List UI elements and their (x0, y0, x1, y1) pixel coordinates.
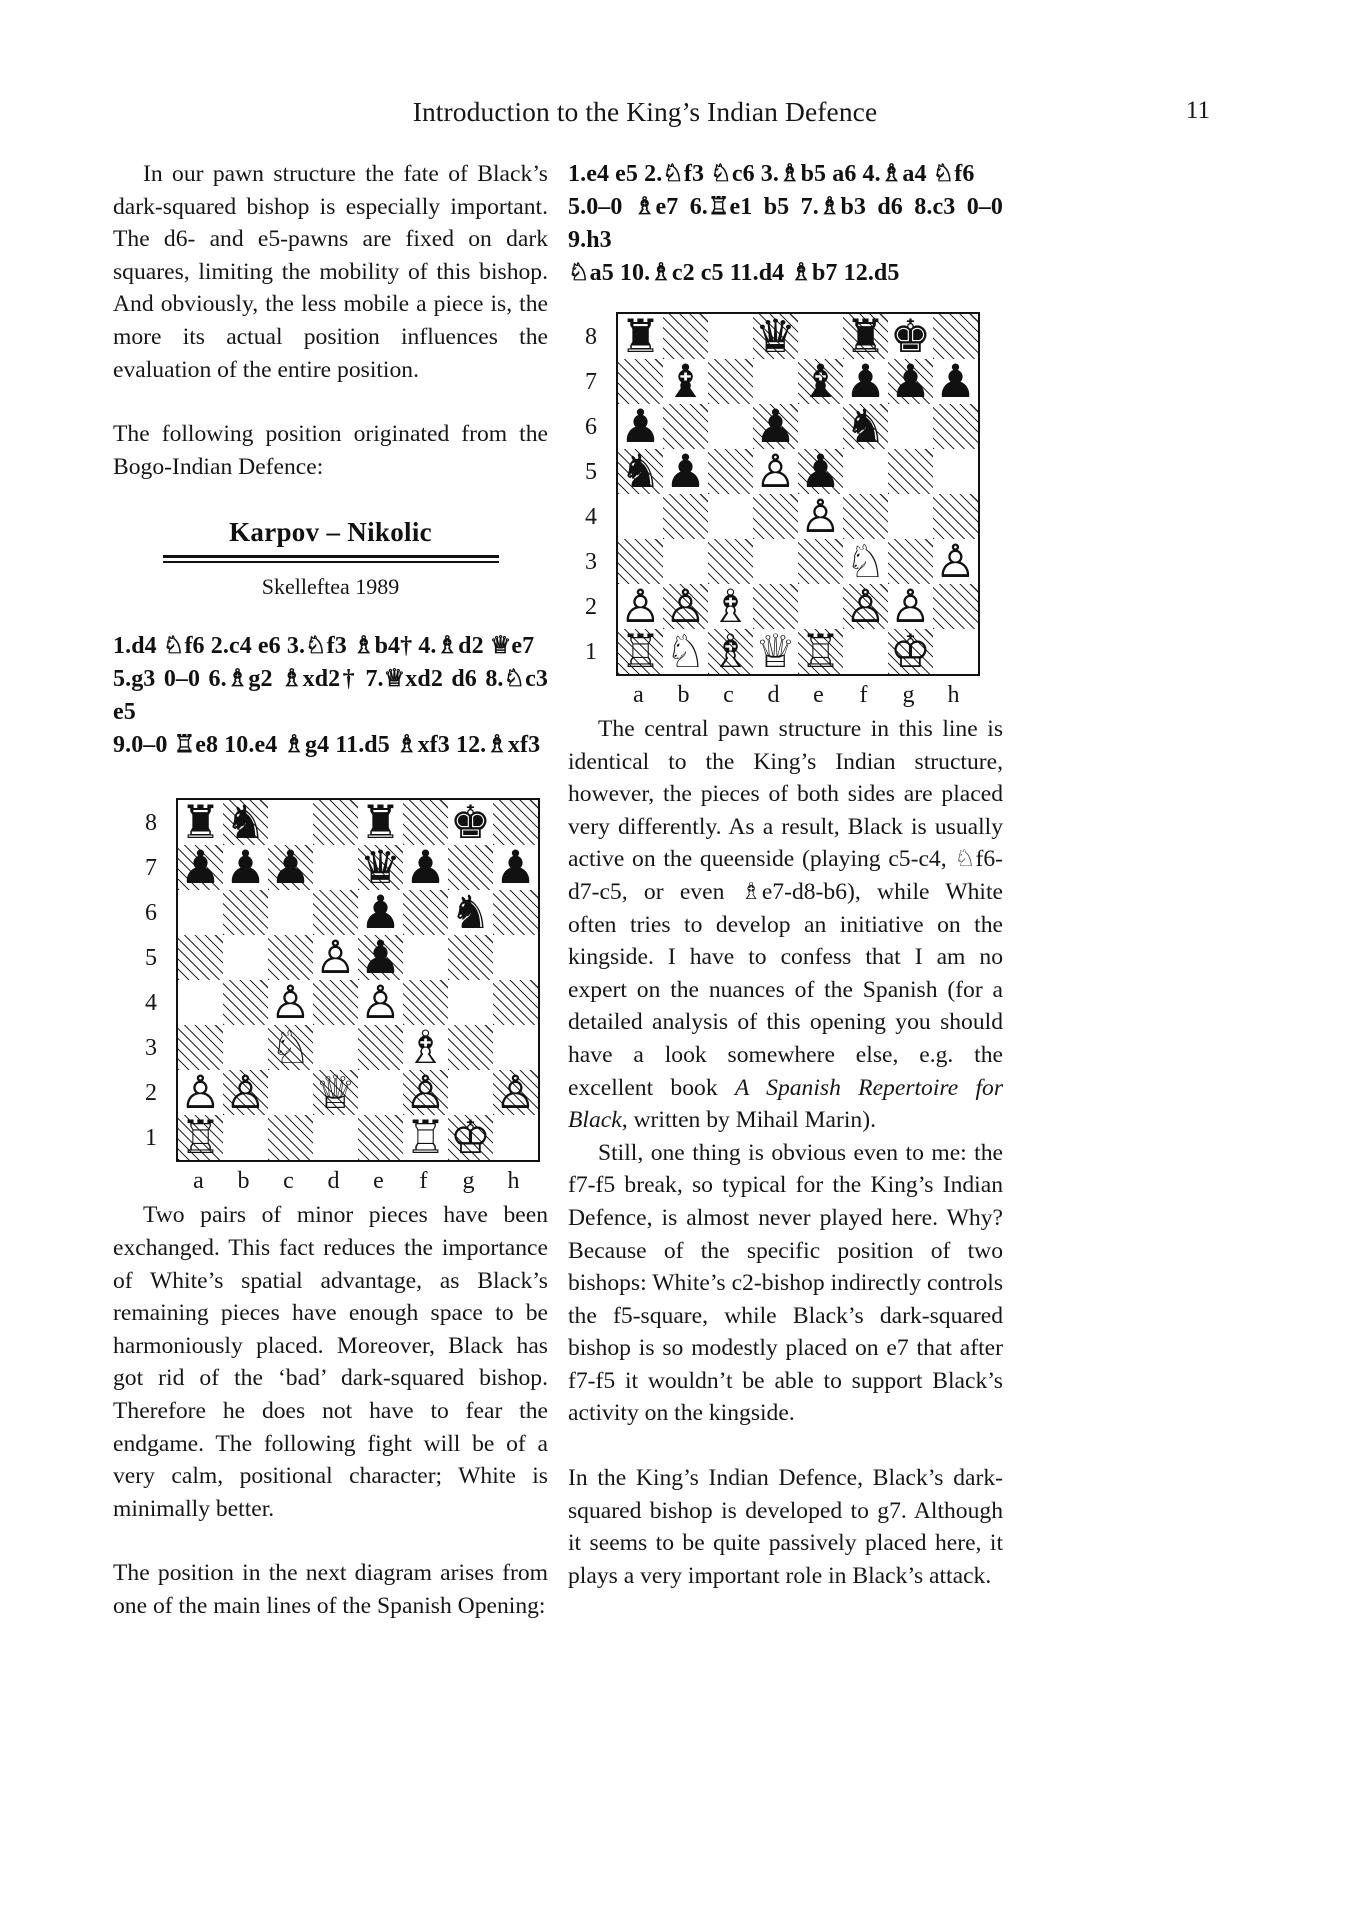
square-h1 (493, 1115, 538, 1160)
rank-label: 1 (585, 639, 597, 665)
square-g6 (888, 404, 933, 449)
game-players: Karpov – Nikolic (229, 517, 432, 548)
rank-label: 3 (145, 1035, 157, 1062)
square-g1 (448, 1115, 493, 1160)
square-f2 (843, 584, 888, 629)
square-f1 (843, 629, 888, 674)
square-e3 (358, 1025, 403, 1070)
square-b5 (663, 449, 708, 494)
white-pawn-icon: ♙ (619, 584, 662, 629)
square-e6 (798, 404, 843, 449)
white-pawn-icon: ♙ (359, 980, 402, 1026)
square-a2 (618, 584, 663, 629)
page-title: Introduction to the King’s Indian Defence (412, 96, 878, 127)
white-pawn-icon: ♙ (934, 539, 977, 584)
rank-labels (576, 315, 606, 675)
square-g1 (888, 629, 933, 674)
square-a6 (178, 890, 223, 935)
right-paragraph-2: Still, one thing is obvious even to me: the f7-f5 break, so typical for the King’s Indian Defence, is almost never played here. Why? Because of the specific position of two bishops: White’s c2-bishop indirectly controls the f5-square, while Black’s dark-squared bishop is so modestly placed on e7 that after f7-f5 it wouldn’t be able to support Black’s activity on the kingside. (568, 1139, 1003, 1427)
black-pawn-icon: ♟ (844, 359, 887, 404)
square-b7 (223, 845, 268, 890)
square-d2 (753, 584, 798, 629)
square-e8 (358, 800, 403, 845)
rank-labels (136, 801, 166, 1161)
black-knight-icon: ♞ (619, 449, 662, 494)
square-b2 (663, 584, 708, 629)
square-d5 (313, 935, 358, 980)
square-e6 (358, 890, 403, 935)
square-c2 (268, 1070, 313, 1115)
white-pawn-icon: ♙ (799, 494, 842, 539)
square-b1 (223, 1115, 268, 1160)
square-f7 (403, 845, 448, 890)
square-b4 (663, 494, 708, 539)
chess-diagram-2 (576, 312, 1003, 713)
square-h5 (493, 935, 538, 980)
rank-label: 2 (585, 594, 597, 620)
white-bishop-icon: ♗ (709, 629, 752, 674)
game-divider-rule (163, 555, 499, 563)
white-king-icon: ♔ (449, 1115, 492, 1161)
file-label: f (419, 1168, 428, 1195)
chessboard-karpov-nikolic (136, 798, 541, 1199)
white-pawn-icon: ♙ (224, 1070, 267, 1116)
square-g7 (448, 845, 493, 890)
square-b2 (223, 1070, 268, 1115)
black-rook-icon: ♜ (359, 800, 402, 846)
square-h6 (493, 890, 538, 935)
square-d8 (313, 800, 358, 845)
square-f6 (843, 404, 888, 449)
black-king-icon: ♚ (449, 800, 492, 846)
square-a4 (178, 980, 223, 1025)
rank-label: 4 (145, 990, 157, 1017)
square-a7 (178, 845, 223, 890)
square-d8 (753, 314, 798, 359)
black-pawn-icon: ♟ (799, 449, 842, 494)
file-label: e (373, 1168, 384, 1195)
chessboard-grid (176, 798, 540, 1162)
book-title-italic: A Spanish Repertoire for Black (568, 1074, 1003, 1134)
square-d3 (313, 1025, 358, 1070)
black-pawn-icon: ♟ (359, 935, 402, 981)
right-text-after-diagram (568, 713, 1003, 1592)
black-queen-icon: ♛ (754, 314, 797, 359)
square-d5 (753, 449, 798, 494)
square-c3 (268, 1025, 313, 1070)
square-f6 (403, 890, 448, 935)
white-bishop-icon: ♗ (709, 584, 752, 629)
square-g2 (448, 1070, 493, 1115)
black-pawn-icon: ♟ (404, 845, 447, 891)
rank-label: 6 (585, 414, 597, 440)
square-e1 (798, 629, 843, 674)
black-rook-icon: ♜ (179, 800, 222, 846)
square-c7 (268, 845, 313, 890)
white-pawn-icon: ♙ (494, 1070, 537, 1116)
black-pawn-icon: ♟ (664, 449, 707, 494)
square-g2 (888, 584, 933, 629)
file-label: a (633, 682, 644, 708)
square-b1 (663, 629, 708, 674)
black-knight-icon: ♞ (844, 404, 887, 449)
file-label: g (902, 682, 915, 708)
square-b6 (223, 890, 268, 935)
white-rook-icon: ♖ (404, 1115, 447, 1161)
white-pawn-icon: ♙ (404, 1070, 447, 1116)
square-d6 (313, 890, 358, 935)
square-h3 (933, 539, 978, 584)
file-labels (616, 682, 976, 709)
square-a1 (618, 629, 663, 674)
black-pawn-icon: ♟ (359, 890, 402, 936)
square-g6 (448, 890, 493, 935)
square-b5 (223, 935, 268, 980)
spacer (113, 600, 548, 630)
rank-label: 4 (585, 504, 597, 530)
square-f4 (843, 494, 888, 539)
square-a3 (178, 1025, 223, 1070)
left-moves-line-2: 5.g3 0–0 6.♗g2 ♗xd2† 7.♕xd2 d6 8.♘c3 e5 (113, 666, 548, 726)
black-pawn-icon: ♟ (224, 845, 267, 891)
black-knight-icon: ♞ (449, 890, 492, 936)
square-f7 (843, 359, 888, 404)
white-pawn-icon: ♙ (269, 980, 312, 1026)
rank-label: 6 (145, 900, 157, 927)
square-d7 (753, 359, 798, 404)
white-queen-icon: ♕ (314, 1070, 357, 1116)
square-a8 (178, 800, 223, 845)
left-moves-line-3: 9.0–0 ♖e8 10.e4 ♗g4 11.d5 ♗xf3 12.♗xf3 (113, 732, 541, 759)
square-a4 (618, 494, 663, 539)
rank-label: 5 (585, 459, 597, 485)
square-b4 (223, 980, 268, 1025)
chessboard-grid (616, 312, 980, 676)
rank-label: 7 (145, 855, 157, 882)
square-a2 (178, 1070, 223, 1115)
square-a6 (618, 404, 663, 449)
black-king-icon: ♚ (889, 314, 932, 359)
rank-label: 3 (585, 549, 597, 575)
left-paragraph-4: The position in the next diagram arises from one of the main lines of the Spanish Opening: (113, 1560, 548, 1619)
left-moves-line-1: 1.d4 ♘f6 2.c4 e6 3.♘f3 ♗b4† 4.♗d2 ♕e7 (113, 633, 535, 660)
square-b8 (663, 314, 708, 359)
white-pawn-icon: ♙ (664, 584, 707, 629)
file-label: e (813, 682, 824, 708)
square-f2 (403, 1070, 448, 1115)
square-h1 (933, 629, 978, 674)
square-h3 (493, 1025, 538, 1070)
white-rook-icon: ♖ (799, 629, 842, 674)
white-pawn-icon: ♙ (314, 935, 357, 981)
black-pawn-icon: ♟ (494, 845, 537, 891)
black-pawn-icon: ♟ (934, 359, 977, 404)
square-e5 (798, 449, 843, 494)
square-b6 (663, 404, 708, 449)
square-f4 (403, 980, 448, 1025)
square-b7 (663, 359, 708, 404)
left-text-after-diagram (113, 1199, 548, 1622)
left-column (113, 158, 548, 1622)
left-paragraph-3: Two pairs of minor pieces have been exchanged. This fact reduces the importance of White’s spatial advantage, as Black’s remaining pieces have enough space to be harmoniously placed. Moreover, Black has got rid of the ‘bad’ dark-squared bishop. Therefore he does not have to fear the endgame. The following fight will be of a very calm, positional character; White is minimally better. (113, 1202, 548, 1522)
black-bishop-icon: ♝ (664, 359, 707, 404)
file-label: h (947, 682, 960, 708)
square-c5 (708, 449, 753, 494)
square-g5 (448, 935, 493, 980)
square-c1 (268, 1115, 313, 1160)
white-rook-icon: ♖ (619, 629, 662, 674)
right-paragraph-1-text: The central pawn structure in this line is identical to the King’s Indian structure, however, the pieces of both sides are placed very differently. As a result, Black is usually active on the queenside (playing c5-c4, ♘f6-d7-c5, or even ♗e7-d8-b6), while White often tries to develop an initiative on the kingside. I have to confess that I am no expert on the nuances of the Spanish (for a detailed analysis of this opening you should have a look somewhere else, e.g. the excellent book (568, 716, 1003, 1101)
square-c8 (708, 314, 753, 359)
square-e2 (798, 584, 843, 629)
black-rook-icon: ♜ (844, 314, 887, 359)
square-a3 (618, 539, 663, 584)
rank-label: 1 (145, 1125, 157, 1152)
white-queen-icon: ♕ (754, 629, 797, 674)
right-moves-line-2: 5.0–0 ♗e7 6.♖e1 b5 7.♗b3 d6 8.c3 0–0 9.h3 (568, 194, 1003, 253)
square-c1 (708, 629, 753, 674)
running-header (140, 96, 1210, 136)
square-f3 (403, 1025, 448, 1070)
rank-label: 7 (585, 369, 597, 395)
square-d4 (753, 494, 798, 539)
square-d2 (313, 1070, 358, 1115)
right-moves-line-1: 1.e4 e5 2.♘f3 ♘c6 3.♗b5 a6 4.♗a4 ♘f6 (568, 161, 975, 187)
file-label: c (723, 682, 734, 708)
black-pawn-icon: ♟ (889, 359, 932, 404)
rank-label: 5 (145, 945, 157, 972)
file-label: c (283, 1168, 294, 1195)
white-knight-icon: ♘ (269, 1025, 312, 1071)
game-event: Skelleftea 1989 (261, 574, 400, 600)
square-e7 (798, 359, 843, 404)
square-c2 (708, 584, 753, 629)
square-h7 (933, 359, 978, 404)
page-number: 11 (1185, 97, 1210, 124)
file-label: d (767, 682, 780, 708)
black-pawn-icon: ♟ (619, 404, 662, 449)
file-label: b (237, 1168, 250, 1195)
square-g4 (888, 494, 933, 539)
square-g7 (888, 359, 933, 404)
black-rook-icon: ♜ (619, 314, 662, 359)
file-label: d (327, 1168, 340, 1195)
square-c3 (708, 539, 753, 584)
square-b3 (663, 539, 708, 584)
square-f1 (403, 1115, 448, 1160)
square-f5 (843, 449, 888, 494)
file-label: b (677, 682, 690, 708)
white-pawn-icon: ♙ (754, 449, 797, 494)
right-paragraph-1-tail: , written by Mihail Marin). (621, 1107, 876, 1134)
file-label: h (507, 1168, 520, 1195)
square-e7 (358, 845, 403, 890)
square-b3 (223, 1025, 268, 1070)
black-pawn-icon: ♟ (179, 845, 222, 891)
square-g4 (448, 980, 493, 1025)
square-f8 (843, 314, 888, 359)
square-c8 (268, 800, 313, 845)
square-h4 (493, 980, 538, 1025)
square-d4 (313, 980, 358, 1025)
square-g3 (448, 1025, 493, 1070)
right-moves-line-3: ♘a5 10.♗c2 c5 11.d4 ♗b7 12.d5 (568, 260, 900, 286)
square-d1 (753, 629, 798, 674)
square-a1 (178, 1115, 223, 1160)
square-e3 (798, 539, 843, 584)
square-e4 (358, 980, 403, 1025)
rank-label: 8 (585, 324, 597, 350)
square-e1 (358, 1115, 403, 1160)
square-c4 (268, 980, 313, 1025)
black-bishop-icon: ♝ (799, 359, 842, 404)
square-c4 (708, 494, 753, 539)
right-column (568, 158, 1003, 1592)
square-g8 (448, 800, 493, 845)
file-labels (176, 1168, 536, 1195)
square-h8 (933, 314, 978, 359)
square-d7 (313, 845, 358, 890)
square-g8 (888, 314, 933, 359)
square-e5 (358, 935, 403, 980)
game-header (113, 517, 548, 600)
square-h2 (933, 584, 978, 629)
file-label: f (859, 682, 868, 708)
square-a7 (618, 359, 663, 404)
square-h6 (933, 404, 978, 449)
white-knight-icon: ♘ (844, 539, 887, 584)
white-knight-icon: ♘ (664, 629, 707, 674)
right-paragraph-1 (568, 713, 1003, 1137)
left-paragraph-1: In our pawn structure the fate of Black’s dark-squared bishop is especially important. The d6- and e5-pawns are fixed on dark squares, limiting the mobility of this bishop. And obviously, the less mobile a piece is, the more its actual position influences the evaluation of the entire position. (113, 161, 548, 383)
black-knight-icon: ♞ (224, 800, 267, 846)
black-queen-icon: ♛ (359, 845, 402, 891)
square-h4 (933, 494, 978, 539)
white-pawn-icon: ♙ (179, 1070, 222, 1116)
square-d3 (753, 539, 798, 584)
square-d1 (313, 1115, 358, 1160)
square-d6 (753, 404, 798, 449)
white-pawn-icon: ♙ (844, 584, 887, 629)
black-pawn-icon: ♟ (269, 845, 312, 891)
chessboard-spanish (576, 312, 981, 713)
square-g5 (888, 449, 933, 494)
square-a8 (618, 314, 663, 359)
file-label: a (193, 1168, 204, 1195)
square-a5 (178, 935, 223, 980)
square-h8 (493, 800, 538, 845)
square-e4 (798, 494, 843, 539)
white-rook-icon: ♖ (179, 1115, 222, 1161)
chess-diagram-1 (136, 798, 548, 1199)
square-f3 (843, 539, 888, 584)
square-a5 (618, 449, 663, 494)
rank-label: 2 (145, 1080, 157, 1107)
square-h2 (493, 1070, 538, 1115)
file-label: g (462, 1168, 475, 1195)
white-pawn-icon: ♙ (889, 584, 932, 629)
square-f8 (403, 800, 448, 845)
square-f5 (403, 935, 448, 980)
square-h7 (493, 845, 538, 890)
white-bishop-icon: ♗ (404, 1025, 447, 1071)
square-g3 (888, 539, 933, 584)
black-pawn-icon: ♟ (754, 404, 797, 449)
square-c6 (268, 890, 313, 935)
left-paragraph-2: The following position originated from the Bogo-Indian Defence: (113, 421, 548, 480)
right-paragraph-3: In the King’s Indian Defence, Black’s dark-squared bishop is developed to g7. Although it seems to be quite passively placed here, it plays a very important role in Black’s attack. (568, 1465, 1003, 1589)
square-e8 (798, 314, 843, 359)
rank-label: 8 (145, 810, 157, 837)
square-e2 (358, 1070, 403, 1115)
square-h5 (933, 449, 978, 494)
square-c5 (268, 935, 313, 980)
white-king-icon: ♔ (889, 629, 932, 674)
square-c7 (708, 359, 753, 404)
square-c6 (708, 404, 753, 449)
square-b8 (223, 800, 268, 845)
